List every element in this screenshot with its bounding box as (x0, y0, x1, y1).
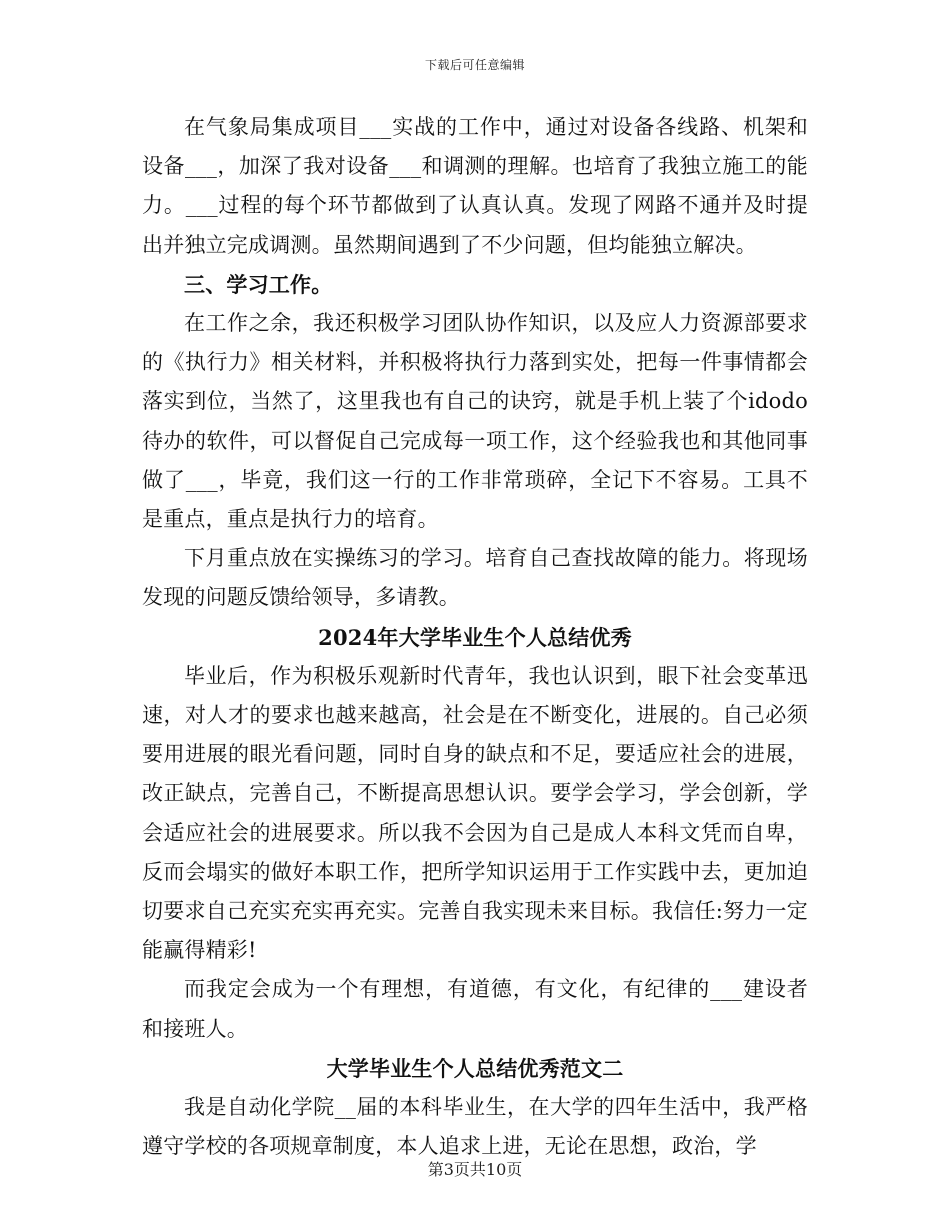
paragraph-study-work: 在工作之余，我还积极学习团队协作知识，以及应人力资源部要求的《执行力》相关材料，并积极将执行力落到实处，把每一件事情都会落实到位，当然了，这里我也有自己的诀窍，就是手机上装了个idodo待办的软件，可以督促自己完成每一项工作，这个经验我也和其他同事做了___，毕竟，我们这一行的工作非常琐碎，全记下不容易。工具不是重点，重点是执行力的培育。 (142, 311, 808, 532)
article-title-2024: 2024年大学毕业生个人总结优秀 (318, 624, 632, 650)
paragraph-after-graduation: 毕业后，作为积极乐观新时代青年，我也认识到，眼下社会变革迅速，对人才的要求也越来越高，社会是在不断变化，进展的。自己必须要用进展的眼光看问题，同时自身的缺点和不足，要适应社会的进展，改正缺点，完善自己，不断提高思想认识。要学会学习，学会创新，学会适应社会的进展要求。所以我不会因为自己是成人本科文凭而自卑，反而会塌实的做好本职工作，把所学知识运用于工作实践中去，更加迫切要求自己充实充实再充实。完善自我实现未来目标。我信任:努力一定能赢得精彩! (142, 663, 808, 963)
paragraph-ideal: 而我定会成为一个有理想，有道德，有文化，有纪律的___建设者和接班人。 (142, 977, 808, 1041)
page-footer: 第3页共10页 (427, 1160, 523, 1179)
paragraph-next-month: 下月重点放在实操练习的学习。培育自己查找故障的能力。将现场发现的问题反馈给领导，多请教。 (142, 546, 808, 610)
paragraph-automation-college: 我是自动化学院__届的本科毕业生，在大学的四年生活中，我严格遵守学校的各项规章制度，本人追求上进，无论在思想，政治，学 (142, 1095, 808, 1159)
paragraph-equipment-work: 在气象局集成项目___实战的工作中，通过对设备各线路、机架和设备___，加深了我对设备___和调测的理解。也培育了我独立施工的能力。___过程的每个环节都做到了认真认真。发现了网路不通并及时提出并独立完成调测。虽然期间遇到了不少问题，但均能独立解决。 (142, 115, 808, 257)
document-body (142, 108, 808, 1166)
page-header: 下载后可任意编辑 (424, 58, 525, 72)
article-title-sample-two: 大学毕业生个人总结优秀范文二 (326, 1055, 624, 1081)
section-heading-study: 三、学习工作。 (184, 271, 333, 297)
